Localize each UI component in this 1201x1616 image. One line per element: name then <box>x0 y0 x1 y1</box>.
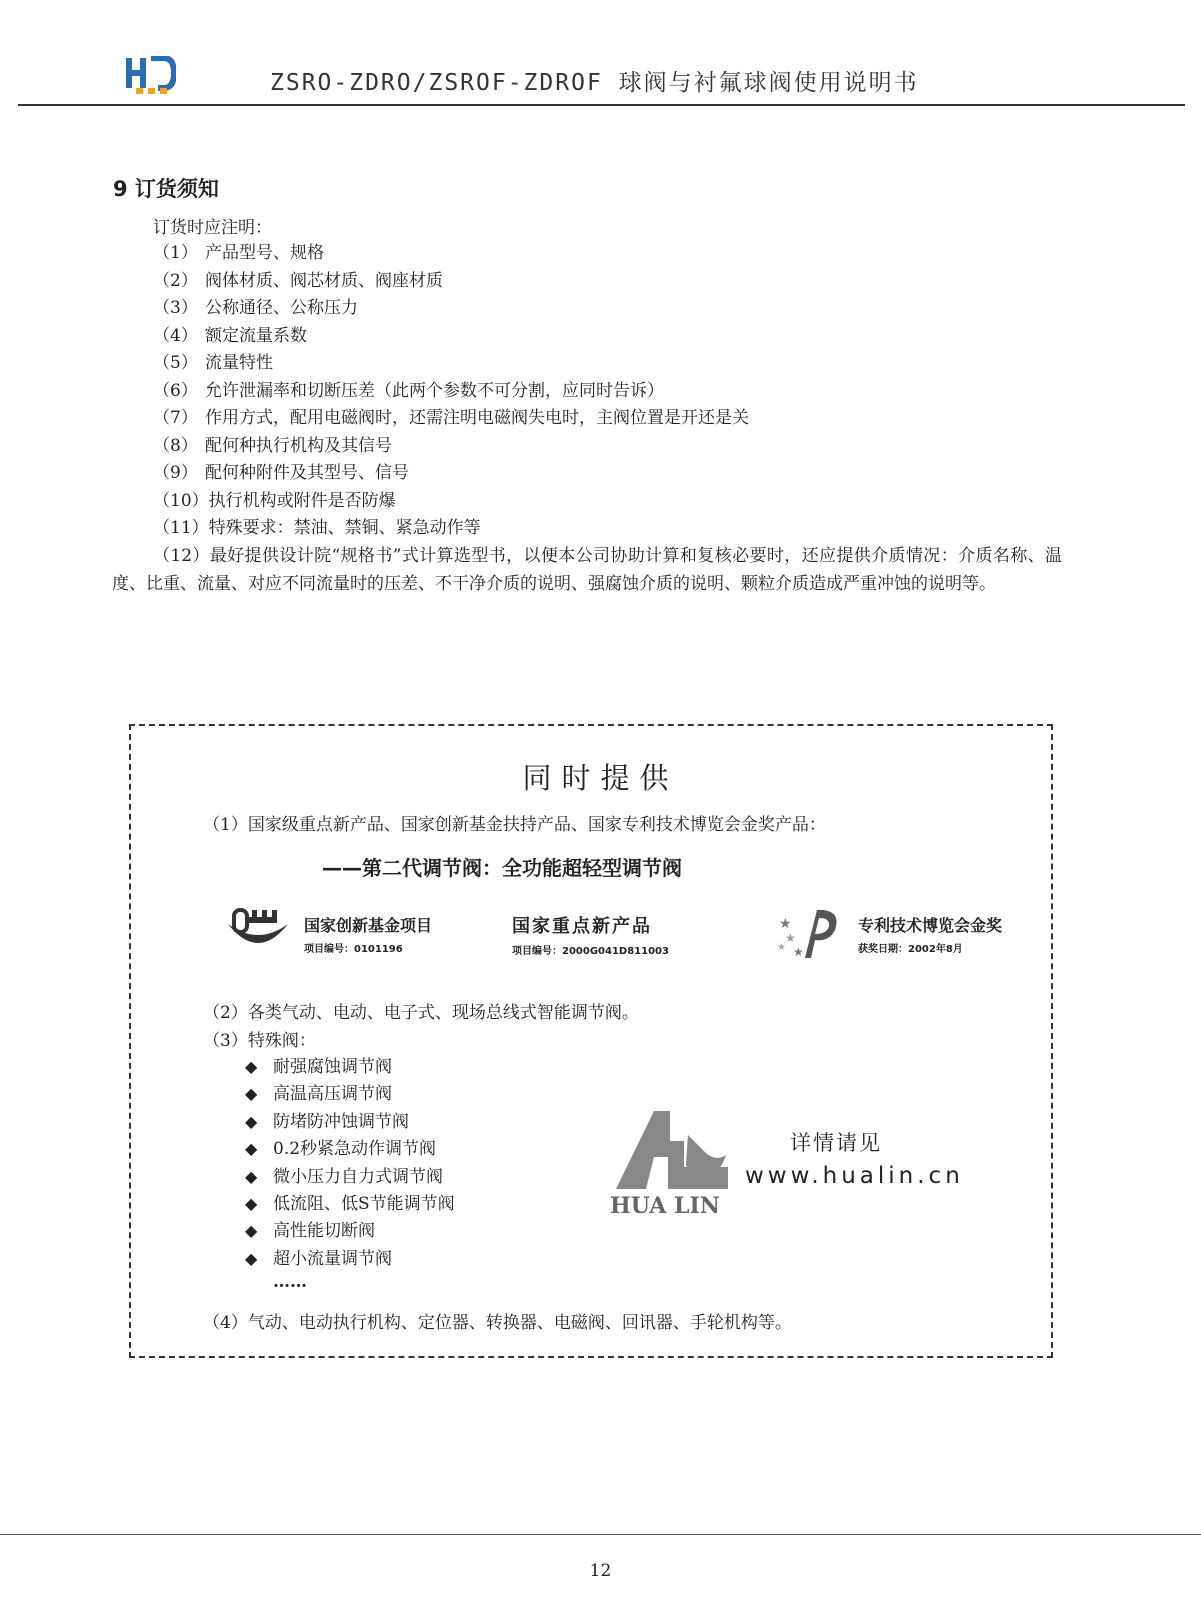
patent-expo-icon <box>775 906 845 960</box>
item-text: 0.2秒紧急动作调节阀 <box>273 1139 437 1160</box>
brand-logo-text: HUA LIN <box>610 1193 720 1217</box>
item-number: （7） <box>153 408 198 428</box>
company-logo-icon <box>124 56 176 96</box>
diamond-bullet-icon: ◆ <box>245 1139 258 1159</box>
list-item <box>153 378 749 406</box>
details-label: 详情请见 <box>790 1131 882 1155</box>
item-text: 允许泄漏率和切断压差（此两个参数不可分割，应同时告诉） <box>205 380 664 401</box>
item-text: 高温高压调节阀 <box>273 1084 392 1105</box>
list-item <box>153 488 749 516</box>
box-title: 同时提供 <box>522 761 679 795</box>
list-item <box>245 1245 455 1272</box>
list-item <box>245 1217 455 1244</box>
list-item <box>153 240 749 268</box>
item-text: 流量特性 <box>205 353 273 373</box>
list-item <box>153 350 749 378</box>
svg-text:★: ★ <box>785 931 796 945</box>
list-item <box>153 515 749 543</box>
award-innovation-fund <box>304 913 432 955</box>
list-item <box>245 1190 455 1217</box>
page-number: 12 <box>589 1561 612 1581</box>
innovation-fund-icon <box>224 906 292 958</box>
footer-divider <box>0 1534 1201 1535</box>
item-number: （4） <box>153 325 198 346</box>
section-heading: 9 订货须知 <box>113 177 219 201</box>
item-text: 公称通径、公称压力 <box>205 298 358 318</box>
supply-line-2: （2）各类气动、电动、电子式、现场总线式智能调节阀。 <box>203 1003 639 1023</box>
supply-line-1: （1）国家级重点新产品、国家创新基金扶持产品、国家专利技术博览会金奖产品： <box>203 815 826 835</box>
list-item <box>245 1080 455 1107</box>
order-requirement-item-12: （12）最好提供设计院“规格书”式计算选型书，以便本公司协助计算和复核必要时，还应提供介质情况：介质名称、温度、比重、流量、对应不同流量时的压差、不干净介质的说明、强腐蚀介质的说明、颗粒介质造成严重冲蚀的说明等。 <box>112 546 1062 594</box>
diamond-bullet-icon: ◆ <box>245 1111 258 1131</box>
diamond-bullet-icon: ◆ <box>245 1057 258 1076</box>
item-text: 超小流量调节阀 <box>273 1248 392 1269</box>
svg-text:★: ★ <box>777 942 786 953</box>
header-divider <box>18 104 1185 106</box>
item-text: 特殊要求：禁油、禁铜、紧急动作等 <box>208 518 481 538</box>
item-number: （3） <box>153 298 198 318</box>
document-header-title: ZSRO-ZDRO/ZSROF-ZDROF 球阀与衬氟球阀使用说明书 <box>270 70 919 96</box>
diamond-bullet-icon: ◆ <box>245 1166 258 1186</box>
list-item <box>153 268 749 296</box>
list-item <box>245 1108 455 1135</box>
item-text: 微小压力自力式调节阀 <box>273 1166 443 1187</box>
award-patent-expo <box>858 913 1002 955</box>
award-title: 专利技术博览会金奖 <box>858 916 1003 935</box>
item-text: 防堵防冲蚀调节阀 <box>273 1111 409 1132</box>
diamond-bullet-icon: ◆ <box>245 1221 258 1241</box>
product-slogan: ——第二代调节阀：全功能超轻型调节阀 <box>322 856 682 880</box>
list-item <box>153 460 749 488</box>
item-text: 高性能切断阀 <box>273 1221 375 1242</box>
list-item <box>245 1163 455 1190</box>
list-ellipsis: …… <box>273 1272 307 1292</box>
item-text: 低流阻、低S节能调节阀 <box>273 1193 455 1214</box>
item-number: （2） <box>153 270 198 291</box>
award-key-new-product <box>512 912 669 957</box>
item-text: 产品型号、规格 <box>205 243 324 263</box>
section-intro: 订货时应注明： <box>153 218 272 238</box>
list-item <box>245 1053 455 1080</box>
diamond-bullet-icon: ◆ <box>245 1193 258 1213</box>
award-title: 国家创新基金项目 <box>304 916 433 935</box>
diamond-bullet-icon: ◆ <box>245 1248 258 1268</box>
item-text: 配何种执行机构及其信号 <box>205 435 392 456</box>
list-item <box>245 1135 455 1162</box>
svg-text:★: ★ <box>779 916 792 932</box>
list-item <box>153 405 749 433</box>
award-title: 国家重点新产品 <box>512 916 652 937</box>
list-item <box>153 433 749 461</box>
item-text: 耐强腐蚀调节阀 <box>273 1057 392 1077</box>
award-detail: 获奖日期：2002年8月 <box>858 944 963 955</box>
item-number: （10） <box>153 490 209 511</box>
item-number: （9） <box>153 463 198 483</box>
svg-text:★: ★ <box>793 945 804 959</box>
award-detail: 项目编号：2000G041D811003 <box>512 946 669 957</box>
item-number: （11） <box>153 518 209 538</box>
item-text: 执行机构或附件是否防爆 <box>208 490 396 511</box>
supply-line-4: （4）气动、电动执行机构、定位器、转换器、电磁阀、回讯器、手轮机构等。 <box>203 1313 792 1333</box>
item-text: 额定流量系数 <box>205 325 307 346</box>
item-number: （6） <box>153 380 198 401</box>
item-text: 作用方式，配用电磁阀时，还需注明电磁阀失电时，主阀位置是开还是关 <box>205 408 749 428</box>
list-item <box>153 295 749 323</box>
order-requirements-list <box>153 240 749 543</box>
list-item <box>153 323 749 351</box>
website-url: www.hualin.cn <box>745 1163 964 1189</box>
item-text: 阀体材质、阀芯材质、阀座材质 <box>205 270 443 291</box>
award-detail: 项目编号：0101196 <box>304 944 403 955</box>
item-number: （5） <box>153 353 198 373</box>
item-text: 配何种附件及其型号、信号 <box>205 463 409 483</box>
special-valves-list <box>245 1053 455 1272</box>
hualin-brand-logo-icon <box>610 1105 732 1217</box>
item-number: （1） <box>153 243 198 263</box>
diamond-bullet-icon: ◆ <box>245 1084 258 1104</box>
supply-line-3: （3）特殊阀： <box>203 1031 316 1051</box>
item-number: （8） <box>153 435 198 456</box>
